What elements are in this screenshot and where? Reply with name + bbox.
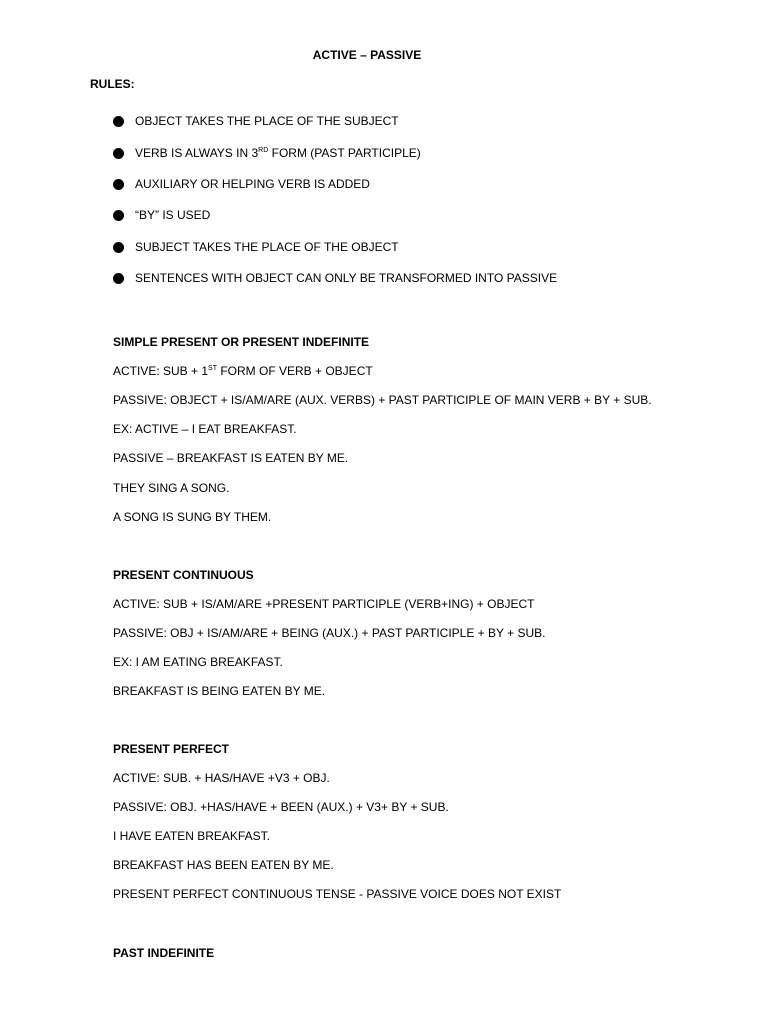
section-line: EX: ACTIVE – I EAT BREAKFAST. <box>113 422 297 436</box>
section-line: ACTIVE: SUB. + HAS/HAVE +V3 + OBJ. <box>113 771 330 785</box>
bullet-icon <box>113 273 124 284</box>
section-line: A SONG IS SUNG BY THEM. <box>113 510 272 524</box>
section-line: PASSIVE: OBJ. +HAS/HAVE + BEEN (AUX.) + V3+ BY + SUB. <box>113 800 449 814</box>
section-line: I HAVE EATEN BREAKFAST. <box>113 829 270 843</box>
section-line: BREAKFAST IS BEING EATEN BY ME. <box>113 684 326 698</box>
bullet-icon <box>113 148 124 159</box>
rule-item: SUBJECT TAKES THE PLACE OF THE OBJECT <box>135 240 399 254</box>
section-line: PASSIVE: OBJ + IS/AM/ARE + BEING (AUX.) + PAST PARTICIPLE + BY + SUB. <box>113 626 546 640</box>
bullet-icon <box>113 210 124 221</box>
bullet-icon <box>113 242 124 253</box>
rule-item: “BY” IS USED <box>135 208 211 222</box>
rule-item: AUXILIARY OR HELPING VERB IS ADDED <box>135 177 370 191</box>
page-title: ACTIVE – PASSIVE <box>312 48 422 62</box>
section-heading: PRESENT PERFECT <box>113 742 230 756</box>
ordinal-suffix: ST <box>208 365 217 372</box>
section-heading: PAST INDEFINITE <box>113 946 215 960</box>
section-line: BREAKFAST HAS BEEN EATEN BY ME. <box>113 858 334 872</box>
section-line: THEY SING A SONG. <box>113 481 230 495</box>
section-line: EX: I AM EATING BREAKFAST. <box>113 655 283 669</box>
rule-item: SENTENCES WITH OBJECT CAN ONLY BE TRANSFORMED INTO PASSIVE <box>135 271 558 285</box>
section-line: PASSIVE: OBJECT + IS/AM/ARE (AUX. VERBS) + PAST PARTICIPLE OF MAIN VERB + BY + SUB. <box>113 393 652 407</box>
section-line: PASSIVE – BREAKFAST IS EATEN BY ME. <box>113 451 349 465</box>
section-line: ACTIVE: SUB + IS/AM/ARE +PRESENT PARTICIPLE (VERB+ING) + OBJECT <box>113 597 535 611</box>
rules-heading: RULES: <box>90 77 135 91</box>
ordinal-suffix: RD <box>258 147 269 154</box>
rule-item: VERB IS ALWAYS IN 3RD FORM (PAST PARTICIPLE) <box>135 146 421 160</box>
rule-item: OBJECT TAKES THE PLACE OF THE SUBJECT <box>135 114 399 128</box>
section-heading: PRESENT CONTINUOUS <box>113 568 254 582</box>
bullet-icon <box>113 179 124 190</box>
bullet-icon <box>113 116 124 127</box>
section-line: PRESENT PERFECT CONTINUOUS TENSE - PASSIVE VOICE DOES NOT EXIST <box>113 887 562 901</box>
section-line: ACTIVE: SUB + 1ST FORM OF VERB + OBJECT <box>113 364 373 378</box>
section-heading: SIMPLE PRESENT OR PRESENT INDEFINITE <box>113 335 370 349</box>
